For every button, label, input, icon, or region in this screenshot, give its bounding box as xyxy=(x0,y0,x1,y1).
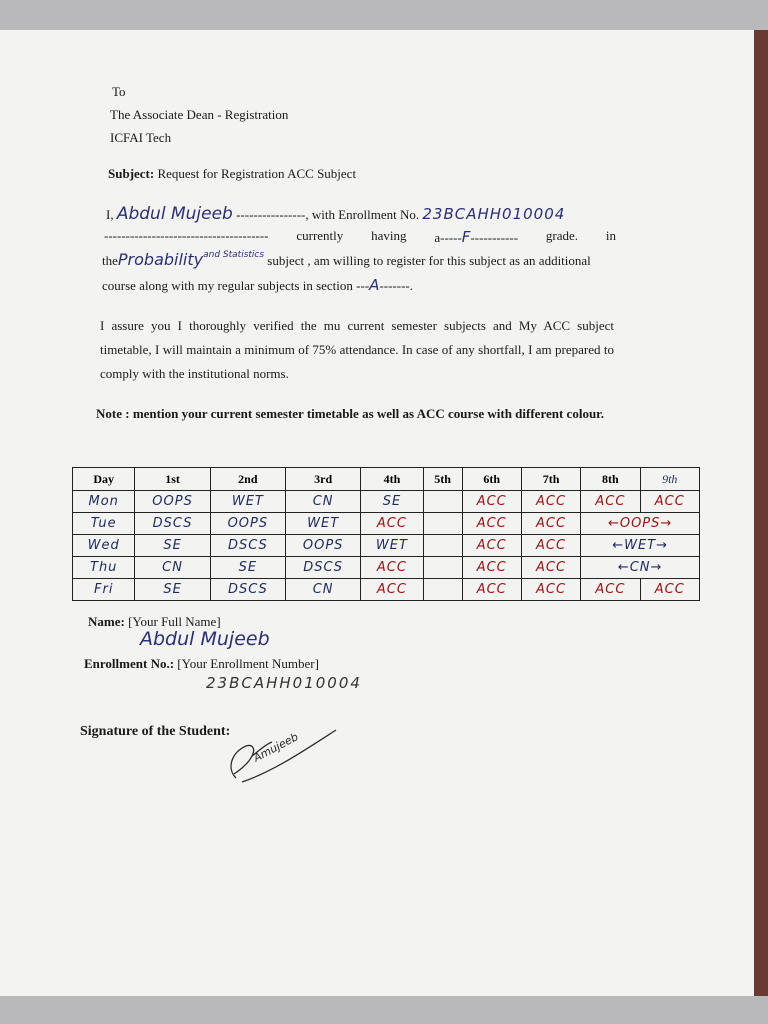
header-period-7: 7th xyxy=(521,468,580,491)
header-period-8: 8th xyxy=(581,468,640,491)
table-cell: CN xyxy=(135,557,210,579)
line3-rest: subject , am willing to register for this subject as an additional xyxy=(267,253,591,268)
header-period-6: 6th xyxy=(462,468,521,491)
header-day: Day xyxy=(73,468,135,491)
acc-cell: ACC xyxy=(640,491,699,513)
header-period-1: 1st xyxy=(135,468,210,491)
addressee-line: The Associate Dean - Registration xyxy=(110,107,289,122)
enrollment-handwritten-footer: 23BCAHH010004 xyxy=(206,674,362,692)
statement-line-3 xyxy=(102,250,622,269)
acc-cell: ACC xyxy=(521,513,580,535)
table-cell: DSCS xyxy=(286,557,361,579)
enrollment-placeholder: [Your Enrollment Number] xyxy=(177,656,319,671)
section-handwritten: A xyxy=(369,276,380,294)
signature-label: Signature of the Student: xyxy=(80,724,231,739)
header-period-9: 9th xyxy=(640,468,699,491)
page-edge-background xyxy=(754,30,768,996)
name-label: Name: xyxy=(88,614,125,629)
enrollment-field-line xyxy=(84,656,319,672)
line2-dashes2: ----------- xyxy=(470,230,519,245)
table-cell: CN xyxy=(286,491,361,513)
span-cell: ←WET→ xyxy=(581,535,700,557)
table-row xyxy=(73,579,700,601)
subject-line xyxy=(108,166,356,182)
acc-cell: ACC xyxy=(462,579,521,601)
span-cell: ←CN→ xyxy=(581,557,700,579)
table-cell: DSCS xyxy=(210,535,285,557)
line2-a: a----- xyxy=(434,230,462,245)
enrollment-label: Enrollment No.: xyxy=(84,656,175,671)
day-cell: Fri xyxy=(73,579,135,601)
acc-cell: ACC xyxy=(462,513,521,535)
table-cell: OOPS xyxy=(286,535,361,557)
acc-cell: ACC xyxy=(581,491,640,513)
signature-text: Amujeeb xyxy=(251,730,301,765)
day-cell: Tue xyxy=(73,513,135,535)
statement-line-2 xyxy=(104,228,616,246)
table-cell: DSCS xyxy=(135,513,210,535)
header-period-4: 4th xyxy=(361,468,423,491)
table-cell: WET xyxy=(210,491,285,513)
table-row xyxy=(73,557,700,579)
table-cell: WET xyxy=(361,535,423,557)
line4-text: course along with my regular subjects in section --- xyxy=(102,278,370,293)
line2-having: having xyxy=(371,228,407,243)
table-cell xyxy=(423,579,462,601)
name-handwritten: Abdul Mujeeb xyxy=(140,628,270,650)
acc-cell: ACC xyxy=(521,491,580,513)
acc-cell: ACC xyxy=(462,491,521,513)
line1-mid: ----------------, with Enrollment No. xyxy=(236,207,420,222)
day-cell: Mon xyxy=(73,491,135,513)
acc-cell: ACC xyxy=(462,557,521,579)
subject-label: Subject: xyxy=(108,166,155,181)
table-row xyxy=(73,513,700,535)
timetable xyxy=(72,467,700,601)
header-period-5: 5th xyxy=(423,468,462,491)
header-period-2: 2nd xyxy=(210,468,285,491)
table-cell: OOPS xyxy=(135,491,210,513)
day-cell: Thu xyxy=(73,557,135,579)
statement-line-4 xyxy=(102,276,413,294)
grade-handwritten: F xyxy=(461,228,471,246)
table-row xyxy=(73,491,700,513)
line2-dashes: -------------------------------------- xyxy=(104,228,269,243)
line4-end: -------. xyxy=(379,278,413,293)
table-cell: CN xyxy=(286,579,361,601)
subject-handwritten: Probability xyxy=(117,250,204,269)
line2-in: in xyxy=(605,228,616,243)
table-cell: WET xyxy=(286,513,361,535)
acc-cell: ACC xyxy=(361,557,423,579)
acc-cell: ACC xyxy=(361,579,423,601)
note-text: Note : mention your current semester timetable as well as ACC course with different colour. xyxy=(96,406,604,421)
enrollment-handwritten: 23BCAHH010004 xyxy=(422,205,566,223)
line2-grade: grade. xyxy=(545,228,579,243)
line1-prefix: I, xyxy=(106,207,114,222)
acc-cell: ACC xyxy=(640,579,699,601)
table-cell: SE xyxy=(361,491,423,513)
line2-currently: currently xyxy=(296,228,344,243)
to-line: To xyxy=(112,84,126,99)
statement-line-1 xyxy=(106,204,646,224)
table-cell: OOPS xyxy=(210,513,285,535)
timetable-header-row xyxy=(73,468,700,491)
acc-cell: ACC xyxy=(521,535,580,557)
header-period-3: 3rd xyxy=(286,468,361,491)
signature-mark xyxy=(222,722,342,786)
span-cell: ←OOPS→ xyxy=(581,513,700,535)
student-name-handwritten: Abdul Mujeeb xyxy=(116,204,233,224)
table-cell xyxy=(423,535,462,557)
table-cell: SE xyxy=(135,535,210,557)
day-cell: Wed xyxy=(73,535,135,557)
table-cell: DSCS xyxy=(210,579,285,601)
line3-the: the xyxy=(102,253,118,268)
table-cell xyxy=(423,557,462,579)
acc-cell: ACC xyxy=(521,557,580,579)
table-row xyxy=(73,535,700,557)
institution-line: ICFAI Tech xyxy=(110,130,172,145)
acc-cell: ACC xyxy=(462,535,521,557)
acc-cell: ACC xyxy=(521,579,580,601)
acc-cell: ACC xyxy=(361,513,423,535)
acc-cell: ACC xyxy=(581,579,640,601)
subject-handwritten-sup: and Statistics xyxy=(203,250,265,260)
table-cell xyxy=(423,491,462,513)
assurance-paragraph: I assure you I thoroughly verified the mu current semester subjects and My ACC subject timetable, I will maintain a minimum of 75% attendance. In case of any shortfall, I am prepared to comply with the institutional norms. xyxy=(100,318,614,381)
subject-text: Request for Registration ACC Subject xyxy=(157,166,357,181)
name-placeholder: [Your Full Name] xyxy=(128,614,221,629)
table-cell xyxy=(423,513,462,535)
table-cell: SE xyxy=(210,557,285,579)
table-cell: SE xyxy=(135,579,210,601)
